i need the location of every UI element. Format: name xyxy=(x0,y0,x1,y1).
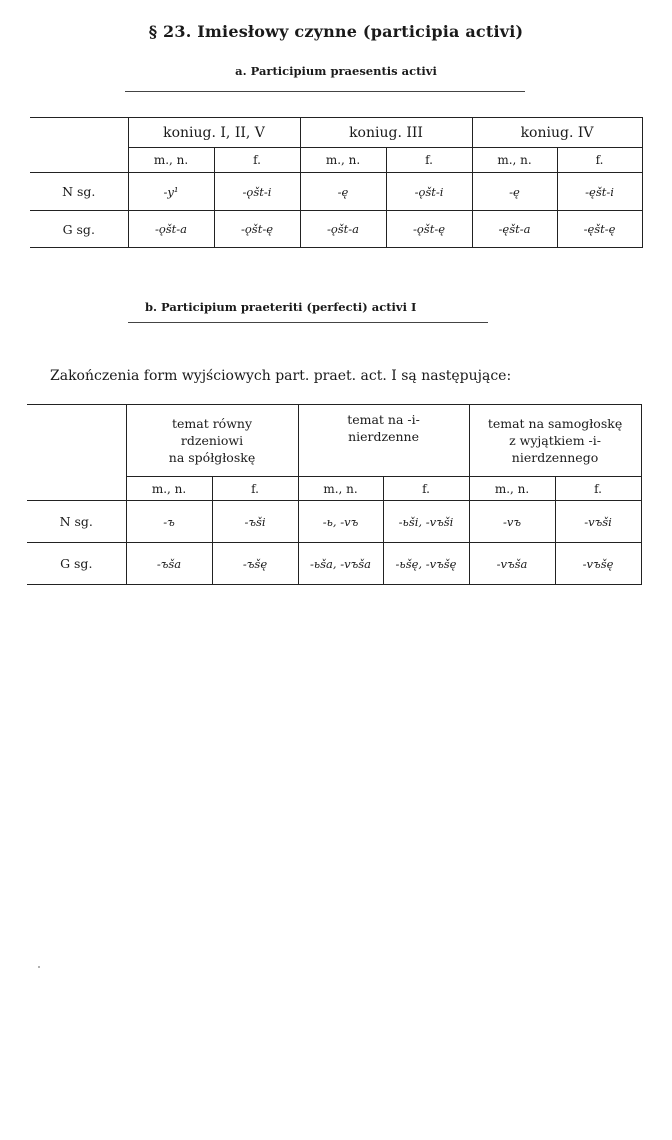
table-participium-praesentis xyxy=(30,117,643,248)
row-label: G sg. xyxy=(27,543,126,585)
table-cell: -ę xyxy=(300,173,386,211)
group-header-temat-samogloska xyxy=(469,405,641,477)
table-cell: -ъšę xyxy=(212,543,298,585)
subheader-f: f. xyxy=(555,477,641,501)
section-title: § 23. Imiesłowy czynne (participia activi) xyxy=(148,22,524,41)
row-label: N sg. xyxy=(30,173,128,211)
table-cell: -vъša xyxy=(469,543,555,585)
table-cell: -ęšt-ę xyxy=(557,211,642,248)
table-row xyxy=(27,543,641,585)
table-cell: -ęšt-i xyxy=(557,173,642,211)
group-header-line: nierdzennego xyxy=(511,450,599,465)
table-row xyxy=(30,211,642,248)
group-header-line: na spółgłoskę xyxy=(168,450,256,465)
table-cell: -ǫšt-i xyxy=(386,173,472,211)
table-participium-praeteriti xyxy=(27,404,642,585)
group-header-line: temat na samogłoskę xyxy=(487,416,623,431)
subheader-m-n: m., n. xyxy=(300,148,386,173)
part-a-title: a. Participium praesentis activi xyxy=(235,64,437,78)
subheader-f: f. xyxy=(386,148,472,173)
table-cell: -ǫšt-a xyxy=(300,211,386,248)
group-header-temat-i xyxy=(298,405,469,477)
group-header-temat-spolgloska xyxy=(126,405,298,477)
group-header-koniug-4: koniug. IV xyxy=(472,118,642,148)
subheader-f: f. xyxy=(557,148,642,173)
table-cell: -ę xyxy=(472,173,557,211)
group-header-line: temat równy xyxy=(171,416,253,431)
group-header-koniug-1-2-5: koniug. I, II, V xyxy=(128,118,300,148)
table-cell: -ъ xyxy=(126,501,212,543)
table-b-corner xyxy=(27,405,126,501)
table-row xyxy=(30,173,642,211)
table-cell: -ъša xyxy=(126,543,212,585)
table-row xyxy=(27,501,641,543)
table-b-group-row xyxy=(27,405,641,477)
group-header-line: temat na -i- xyxy=(347,412,420,427)
part-a-rule xyxy=(125,91,525,92)
group-header-line: z wyjątkiem -i- xyxy=(509,433,601,448)
table-cell: -ǫšt-ę xyxy=(214,211,300,248)
table-a-corner xyxy=(30,118,128,173)
group-header-koniug-3: koniug. III xyxy=(300,118,472,148)
table-cell: -ьši, -vъši xyxy=(383,501,469,543)
row-label: G sg. xyxy=(30,211,128,248)
table-cell: -ъši xyxy=(212,501,298,543)
table-cell: -vъši xyxy=(555,501,641,543)
part-b-title: b. Participium praeteriti (perfecti) activi I xyxy=(145,300,417,314)
subheader-m-n: m., n. xyxy=(472,148,557,173)
part-b-rule xyxy=(128,322,488,323)
table-cell: -vъ xyxy=(469,501,555,543)
subheader-m-n: m., n. xyxy=(298,477,383,501)
table-cell: -y¹ xyxy=(128,173,214,211)
group-header-line: nierdzenne xyxy=(348,429,419,444)
table-a-group-row xyxy=(30,118,642,148)
table-cell: -ęšt-a xyxy=(472,211,557,248)
table-cell: -ǫšt-i xyxy=(214,173,300,211)
scan-speck xyxy=(38,966,40,968)
table-cell: -ь, -vъ xyxy=(298,501,383,543)
subheader-f: f. xyxy=(383,477,469,501)
table-cell: -vъšę xyxy=(555,543,641,585)
table-cell: -ьša, -vъša xyxy=(298,543,383,585)
subheader-m-n: m., n. xyxy=(128,148,214,173)
subheader-m-n: m., n. xyxy=(469,477,555,501)
group-header-line: rdzeniowi xyxy=(180,433,244,448)
subheader-f: f. xyxy=(212,477,298,501)
row-label: N sg. xyxy=(27,501,126,543)
table-cell: -ǫšt-a xyxy=(128,211,214,248)
part-b-intro: Zakończenia form wyjściowych part. praet. act. I są następujące: xyxy=(50,368,512,384)
subheader-f: f. xyxy=(214,148,300,173)
table-cell: -ьšę, -vъšę xyxy=(383,543,469,585)
subheader-m-n: m., n. xyxy=(126,477,212,501)
table-cell: -ǫšt-ę xyxy=(386,211,472,248)
